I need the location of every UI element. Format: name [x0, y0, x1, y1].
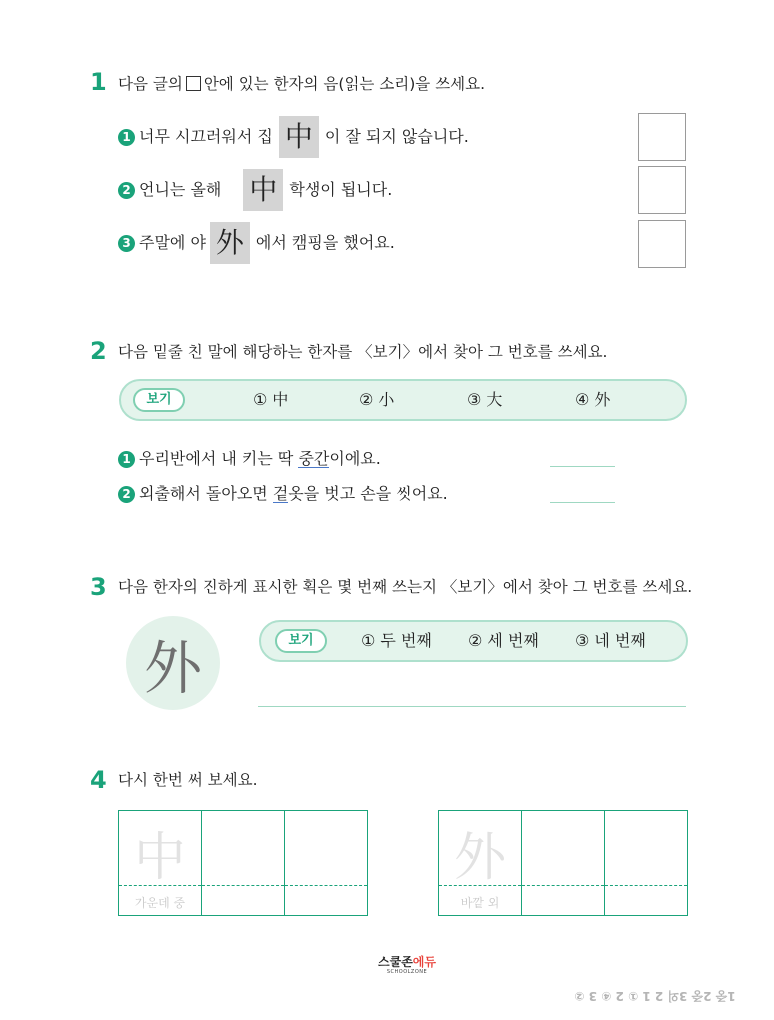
question-2-text: 다음 밑줄 친 말에 해당하는 한자를 〈보기〉에서 찾아 그 번호를 쓰세요. [118, 343, 608, 361]
q1-item-2-after: 학생이 됩니다. [289, 180, 393, 199]
bogi-option-3: ③ 네 번째 [575, 631, 646, 650]
answer-box-3[interactable] [638, 220, 686, 268]
answer-line-q3[interactable] [258, 706, 686, 707]
divider-dashed [202, 885, 284, 886]
answer-box-2[interactable] [638, 166, 686, 214]
logo-main-text: 스쿨존 [378, 955, 413, 969]
writing-cell[interactable] [605, 811, 687, 915]
q1-item-3 [118, 222, 395, 264]
bogi-box-q3 [259, 620, 688, 662]
underlined-word: 중간 [298, 448, 330, 468]
q2-item-2 [118, 484, 448, 504]
answer-line-1[interactable] [550, 466, 615, 467]
bogi-option-4: ④ 外 [575, 390, 611, 409]
trace-caption: 바깥 외 [460, 896, 500, 910]
q2-item-1-before: 우리반에서 내 키는 딱 [139, 449, 299, 468]
item-number-badge: 2 [118, 486, 135, 503]
writing-grid-2 [438, 810, 688, 916]
writing-cell[interactable] [522, 811, 605, 915]
trace-hanja: 中 [133, 828, 186, 888]
bogi-option-2: ② 小 [359, 390, 395, 409]
question-4-text: 다시 한번 써 보세요. [118, 771, 258, 789]
writing-cell[interactable] [202, 811, 285, 915]
question-4-number: 4 [90, 766, 107, 794]
answer-box-1[interactable] [638, 113, 686, 161]
question-1-text-a: 다음 글의 [118, 75, 183, 93]
item-number-badge: 2 [118, 182, 135, 199]
hanja-box: 外 [210, 222, 250, 264]
q1-item-3-after: 에서 캠핑을 했어요. [255, 233, 395, 252]
trace-hanja: 外 [453, 828, 506, 888]
question-3-number: 3 [90, 573, 107, 601]
q1-item-1 [118, 116, 469, 158]
writing-grid-1 [118, 810, 368, 916]
question-1-text-b: 안에 있는 한자의 음(읽는 소리)을 쓰세요. [203, 75, 486, 93]
bogi-box [119, 379, 687, 421]
hanja-box: 中 [279, 116, 319, 158]
bogi-option-1: ① 두 번째 [361, 631, 432, 650]
q2-item-2-after: 옷을 벗고 손을 씻어요. [288, 484, 448, 503]
question-1-number: 1 [90, 68, 107, 96]
item-number-badge: 1 [118, 129, 135, 146]
divider-dashed [522, 885, 604, 886]
square-box-icon [186, 76, 201, 91]
q1-item-3-before: 주말에 야 [139, 233, 206, 252]
writing-cell[interactable] [285, 811, 367, 915]
writing-cell-trace[interactable] [439, 811, 522, 915]
q2-item-1 [118, 449, 381, 469]
item-number-badge: 3 [118, 235, 135, 252]
question-1-text [118, 76, 485, 93]
bogi-option-1: ① 中 [253, 390, 289, 409]
question-2-number: 2 [90, 337, 107, 365]
q2-item-1-after: 이에요. [329, 449, 381, 468]
stroke-order-hanja: 外 [126, 616, 220, 710]
upside-down-answers [560, 988, 750, 1004]
bogi-label: 보기 [275, 629, 327, 653]
question-3-text: 다음 한자의 진하게 표시한 획은 몇 번째 쓰는지 〈보기〉에서 찾아 그 번호를 쓰세요. [118, 578, 693, 596]
answer-line-2[interactable] [550, 502, 615, 503]
q1-item-1-before: 너무 시끄러워서 집 [139, 127, 273, 146]
bogi-label: 보기 [133, 388, 185, 412]
divider-dashed [285, 885, 367, 886]
trace-caption: 가운데 중 [134, 896, 186, 910]
writing-cell-trace[interactable] [119, 811, 202, 915]
q1-item-2-before: 언니는 올해 [139, 180, 222, 199]
q1-item-1-after: 이 잘 되지 않습니다. [324, 127, 469, 146]
underlined-word: 겉 [272, 483, 289, 503]
q1-item-2 [118, 169, 392, 211]
item-number-badge: 1 [118, 451, 135, 468]
hanja-box: 中 [243, 169, 283, 211]
logo-accent-text: 에듀 [412, 955, 436, 969]
q2-item-2-before: 외출해서 돌아오면 [139, 484, 273, 503]
logo-sub-text: SCHOOLZONE [386, 969, 428, 975]
answer-key: 1중 2중 3외 2 1 ① 2 ④ 3 ② [574, 989, 736, 1003]
bogi-option-3: ③ 大 [467, 390, 503, 409]
divider-dashed [605, 885, 687, 886]
publisher-logo [362, 955, 452, 985]
bogi-option-2: ② 세 번째 [468, 631, 539, 650]
